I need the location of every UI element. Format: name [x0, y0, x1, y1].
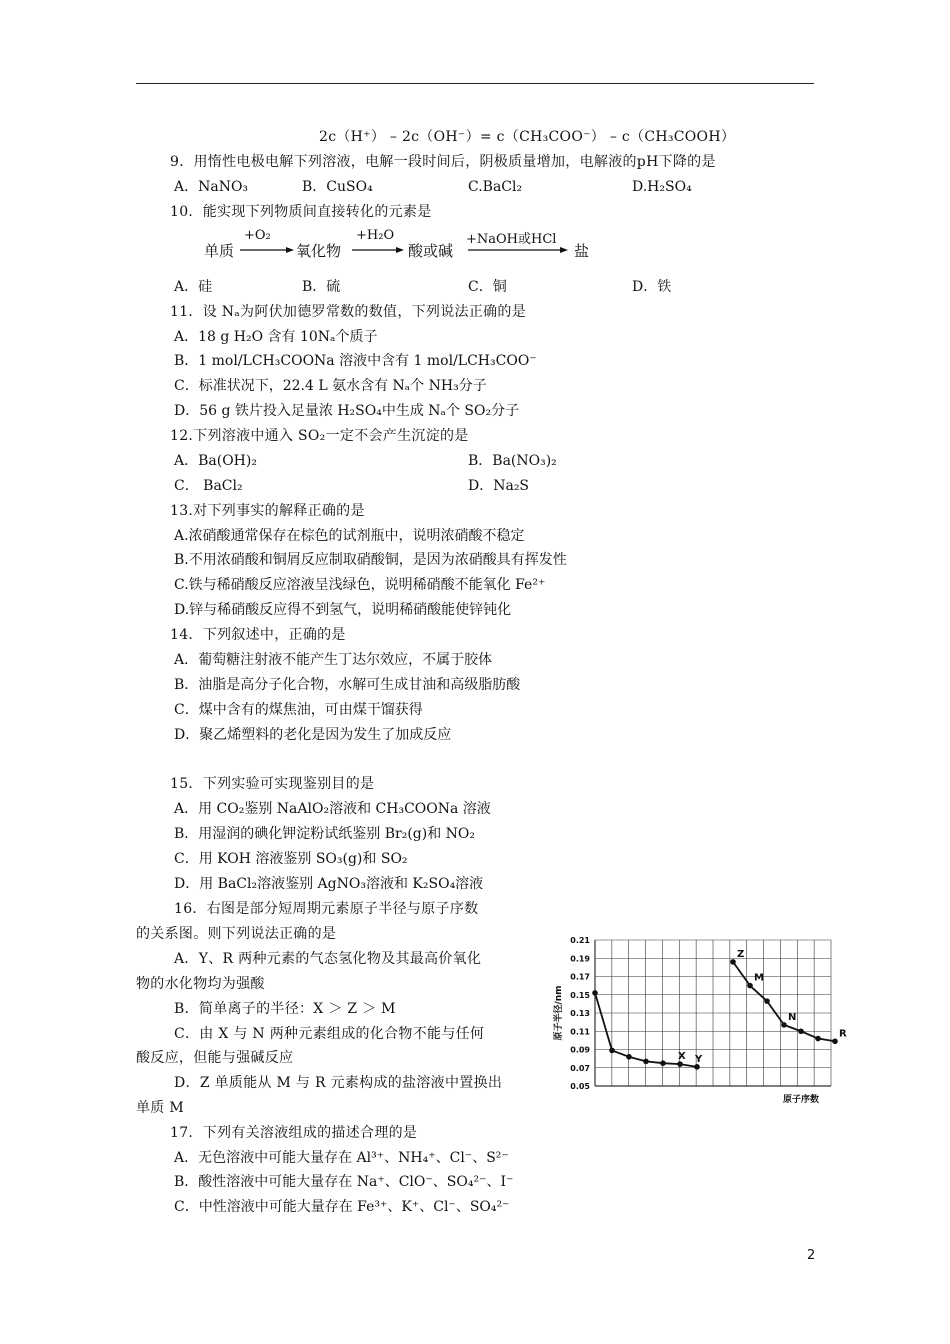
q12-option-b: B．Ba(NO₃)₂ [468, 453, 557, 469]
scheme-simple-substance: 单质 [204, 242, 235, 260]
q14-option-d: D．聚乙烯塑料的老化是因为发生了加成反应 [174, 727, 452, 743]
q15-option-b: B．用湿润的碘化钾淀粉试纸鉴别 Br₂(g)和 NO₂ [174, 826, 476, 842]
y-tick-label: 0.05 [570, 1082, 590, 1091]
x-axis-label: 原子序数 [782, 1095, 820, 1105]
y-tick-label: 0.19 [570, 954, 590, 964]
scheme-reagent-3: +NaOH或HCl [466, 232, 557, 247]
data-point [609, 1048, 615, 1054]
q10-option-d: D．铁 [632, 279, 672, 295]
data-point [815, 1036, 821, 1042]
y-tick-label: 0.07 [570, 1063, 590, 1073]
q16-line: 酸反应，但能与强碱反应 [136, 1050, 294, 1066]
data-point [747, 983, 753, 989]
data-point [764, 998, 770, 1004]
scheme-reagent-1: +O₂ [244, 228, 271, 243]
q9-option-d: D.H₂SO₄ [632, 179, 692, 195]
header-equation: 2c（H⁺） – 2c（OH⁻）= c（CH₃COO⁻） – c（CH₃COOH） [319, 129, 736, 145]
q10-option-a: A．硅 [174, 279, 213, 295]
q9-option-a: A．NaNO₃ [174, 179, 249, 195]
data-point [626, 1054, 632, 1060]
q12-option-c: C． BaCl₂ [174, 478, 243, 494]
y-tick-label: 0.09 [570, 1045, 590, 1055]
y-tick-label: 0.11 [570, 1027, 590, 1037]
chart-svg [549, 926, 845, 1108]
q10-option-c: C．铜 [468, 279, 507, 295]
q12-option-a: A．Ba(OH)₂ [174, 453, 257, 469]
scheme-salt: 盐 [574, 242, 590, 260]
q14-option-b: B．油脂是高分子化合物，水解可生成甘油和高级脂肪酸 [174, 677, 521, 693]
q13-option-a: A.浓硝酸通常保存在棕色的试剂瓶中，说明浓硝酸不稳定 [174, 528, 525, 544]
q11-option-a: A．18 g H₂O 含有 10Nₐ个质子 [174, 329, 378, 345]
conversion-scheme [204, 228, 624, 268]
data-point [592, 990, 598, 996]
q12-option-d: D．Na₂S [468, 478, 530, 494]
q11-option-b: B．1 mol/LCH₃COONa 溶液中含有 1 mol/LCH₃COO⁻ [174, 353, 537, 369]
y-tick-label: 0.15 [570, 990, 590, 1000]
q17-option-a: A．无色溶液中可能大量存在 Al³⁺、NH₄⁺、Cl⁻、S²⁻ [174, 1150, 509, 1166]
q9-option-c: C.BaCl₂ [468, 179, 523, 195]
q11-option-d: D．56 g 铁片投入足量浓 H₂SO₄中生成 Nₐ个 SO₂分子 [174, 403, 520, 419]
header-rule [136, 83, 814, 84]
y-tick-label: 0.21 [570, 936, 590, 945]
question-9-stem: 9．用惰性电极电解下列溶液，电解一段时间后，阴极质量增加，电解液的pH下降的是 [170, 154, 716, 170]
point-label: X [678, 1051, 686, 1063]
q14-option-a: A．葡萄糖注射液不能产生丁达尔效应，不属于胶体 [174, 652, 493, 668]
scheme-oxide: 氧化物 [296, 242, 342, 260]
question-13-stem: 13.对下列事实的解释正确的是 [170, 503, 365, 519]
question-14-stem: 14．下列叙述中，正确的是 [170, 627, 346, 643]
y-tick-label: 0.13 [570, 1009, 590, 1018]
q13-option-b: B.不用浓硝酸和铜屑反应制取硝酸铜，是因为浓硝酸具有挥发性 [174, 552, 567, 568]
data-point [660, 1060, 666, 1066]
q17-option-b: B．酸性溶液中可能大量存在 Na⁺、ClO⁻、SO₄²⁻、I⁻ [174, 1174, 514, 1190]
y-axis-label: 原子半径/nm [554, 985, 564, 1041]
question-15-stem: 15．下列实验可实现鉴别目的是 [170, 776, 375, 792]
point-label: M [754, 972, 764, 984]
question-10-stem: 10．能实现下列物质间直接转化的元素是 [170, 204, 432, 220]
question-11-stem: 11．设 Nₐ为阿伏加德罗常数的数值，下列说法正确的是 [170, 304, 527, 320]
q16-line: A．Y、R 两种元素的气态氢化物及其最高价氧化 [174, 951, 482, 967]
data-point [694, 1064, 700, 1070]
point-label: Z [737, 948, 745, 960]
q9-option-b: B．CuSO₄ [302, 179, 373, 195]
data-point [798, 1028, 804, 1034]
page-number: 2 [807, 1248, 816, 1263]
question-17-stem: 17．下列有关溶液组成的描述合理的是 [170, 1125, 418, 1141]
q13-option-d: D.锌与稀硝酸反应得不到氢气，说明稀硝酸能使锌钝化 [174, 602, 512, 618]
data-point [832, 1038, 838, 1044]
scheme-reagent-2: +H₂O [356, 228, 395, 243]
q16-line: B．简单离子的半径：X ＞ Z ＞ M [174, 1001, 396, 1017]
question-12-stem: 12.下列溶液中通入 SO₂一定不会产生沉淀的是 [170, 428, 469, 444]
data-point [677, 1061, 683, 1067]
q16-line: 的关系图。则下列说法正确的是 [136, 926, 337, 942]
series-line [733, 962, 835, 1041]
scheme-acid-or-base: 酸或碱 [408, 242, 454, 260]
data-point [643, 1059, 649, 1065]
q14-option-c: C．煤中含有的煤焦油，可由煤干馏获得 [174, 702, 423, 718]
q10-option-b: B．硫 [302, 279, 341, 295]
q16-line: C．由 X 与 N 两种元素组成的化合物不能与任何 [174, 1026, 485, 1042]
y-tick-label: 0.17 [570, 972, 590, 982]
data-point [730, 959, 736, 965]
point-label: N [788, 1011, 797, 1023]
point-label: R [839, 1028, 847, 1040]
q11-option-c: C．标准状况下，22.4 L 氨水含有 Nₐ个 NH₃分子 [174, 378, 487, 394]
q15-option-a: A．用 CO₂鉴别 NaAlO₂溶液和 CH₃COONa 溶液 [174, 801, 491, 817]
q16-line: 16．右图是部分短周期元素原子半径与原子序数 [174, 901, 479, 917]
atomic-radius-chart [549, 926, 845, 1108]
data-point [781, 1022, 787, 1028]
q15-option-c: C．用 KOH 溶液鉴别 SO₃(g)和 SO₂ [174, 851, 408, 867]
q16-line: 单质 M [136, 1100, 184, 1116]
point-label: Y [695, 1053, 703, 1065]
q17-option-c: C．中性溶液中可能大量存在 Fe³⁺、K⁺、Cl⁻、SO₄²⁻ [174, 1199, 510, 1215]
q15-option-d: D．用 BaCl₂溶液鉴别 AgNO₃溶液和 K₂SO₄溶液 [174, 876, 484, 892]
q16-line: D．Z 单质能从 M 与 R 元素构成的盐溶液中置换出 [174, 1075, 503, 1091]
q16-line: 物的水化物均为强酸 [136, 976, 265, 992]
q13-option-c: C.铁与稀硝酸反应溶液呈浅绿色，说明稀硝酸不能氧化 Fe²⁺ [174, 577, 546, 593]
